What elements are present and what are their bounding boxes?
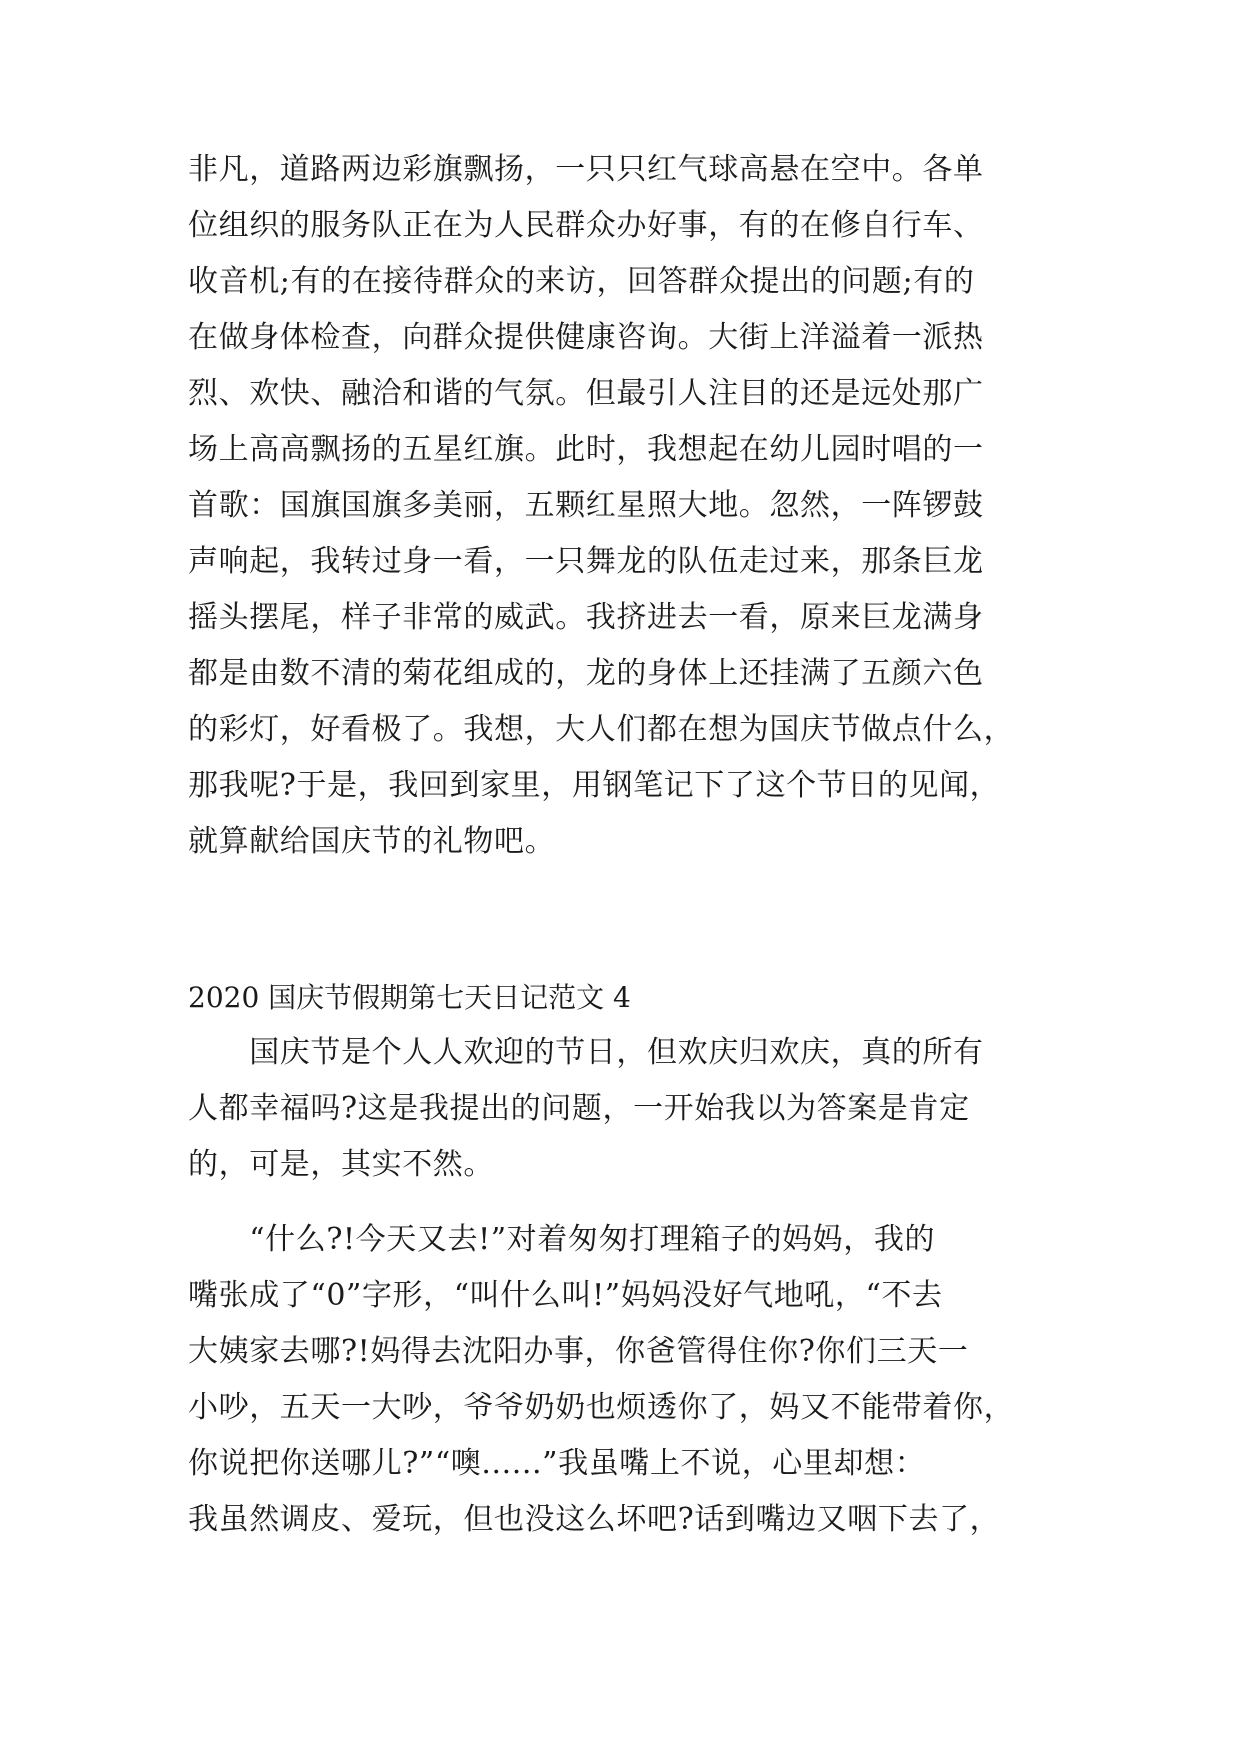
paragraph-line: 就算献给国庆节的礼物吧。 [188, 824, 556, 859]
paragraph-line: 首歌：国旗国旗多美丽，五颗红星照大地。忽然，一阵锣鼓 [188, 488, 984, 523]
paragraph-line: 大姨家去哪?!妈得去沈阳办事，你爸管得住你?你们三天一 [188, 1334, 969, 1369]
paragraph-line: 我虽然调皮、爱玩，但也没这么坏吧?话到嘴边又咽下去了， [188, 1502, 1001, 1537]
paragraph-line: 的，可是，其实不然。 [188, 1147, 494, 1182]
paragraph-line: 人都幸福吗?这是我提出的问题，一开始我以为答案是肯定 [188, 1091, 970, 1126]
section-heading: 2020 国庆节假期第七天日记范文 4 [188, 981, 631, 1014]
paragraph-line: 你说把你送哪儿?”“噢......”我虽嘴上不说，心里却想： [188, 1446, 926, 1481]
paragraph-line: 收音机;有的在接待群众的来访，回答群众提出的问题;有的 [188, 264, 975, 299]
paragraph-line: 在做身体检查，向群众提供健康咨询。大街上洋溢着一派热 [188, 320, 984, 355]
paragraph-line: 小吵，五天一大吵，爷爷奶奶也烦透你了，妈又不能带着你， [188, 1390, 1015, 1425]
paragraph-line: 非凡，道路两边彩旗飘扬，一只只红气球高悬在空中。各单 [188, 152, 984, 187]
paragraph-line: 嘴张成了“0”字形，“叫什么叫!”妈妈没好气地吼，“不去 [188, 1278, 943, 1313]
paragraph-line: 那我呢?于是，我回到家里，用钢笔记下了这个节日的见闻， [188, 768, 1001, 803]
paragraph-line: 摇头摆尾，样子非常的威武。我挤进去一看，原来巨龙满身 [188, 600, 984, 635]
paragraph-line: 声响起，我转过身一看，一只舞龙的队伍走过来，那条巨龙 [188, 544, 984, 579]
paragraph-line: 烈、欢快、融洽和谐的气氛。但最引人注目的还是远处那广 [188, 376, 984, 411]
paragraph-line: 的彩灯，好看极了。我想，大人们都在想为国庆节做点什么， [188, 712, 1015, 747]
paragraph-line: 都是由数不清的菊花组成的，龙的身体上还挂满了五颜六色 [188, 656, 984, 691]
paragraph-line: “什么?!今天又去!”对着匆匆打理箱子的妈妈，我的 [188, 1222, 936, 1257]
paragraph-line: 国庆节是个人人欢迎的节日，但欢庆归欢庆，真的所有 [188, 1035, 984, 1070]
paragraph-line: 场上高高飘扬的五星红旗。此时，我想起在幼儿园时唱的一 [188, 432, 984, 467]
paragraph-line: 位组织的服务队正在为人民群众办好事，有的在修自行车、 [188, 208, 984, 243]
